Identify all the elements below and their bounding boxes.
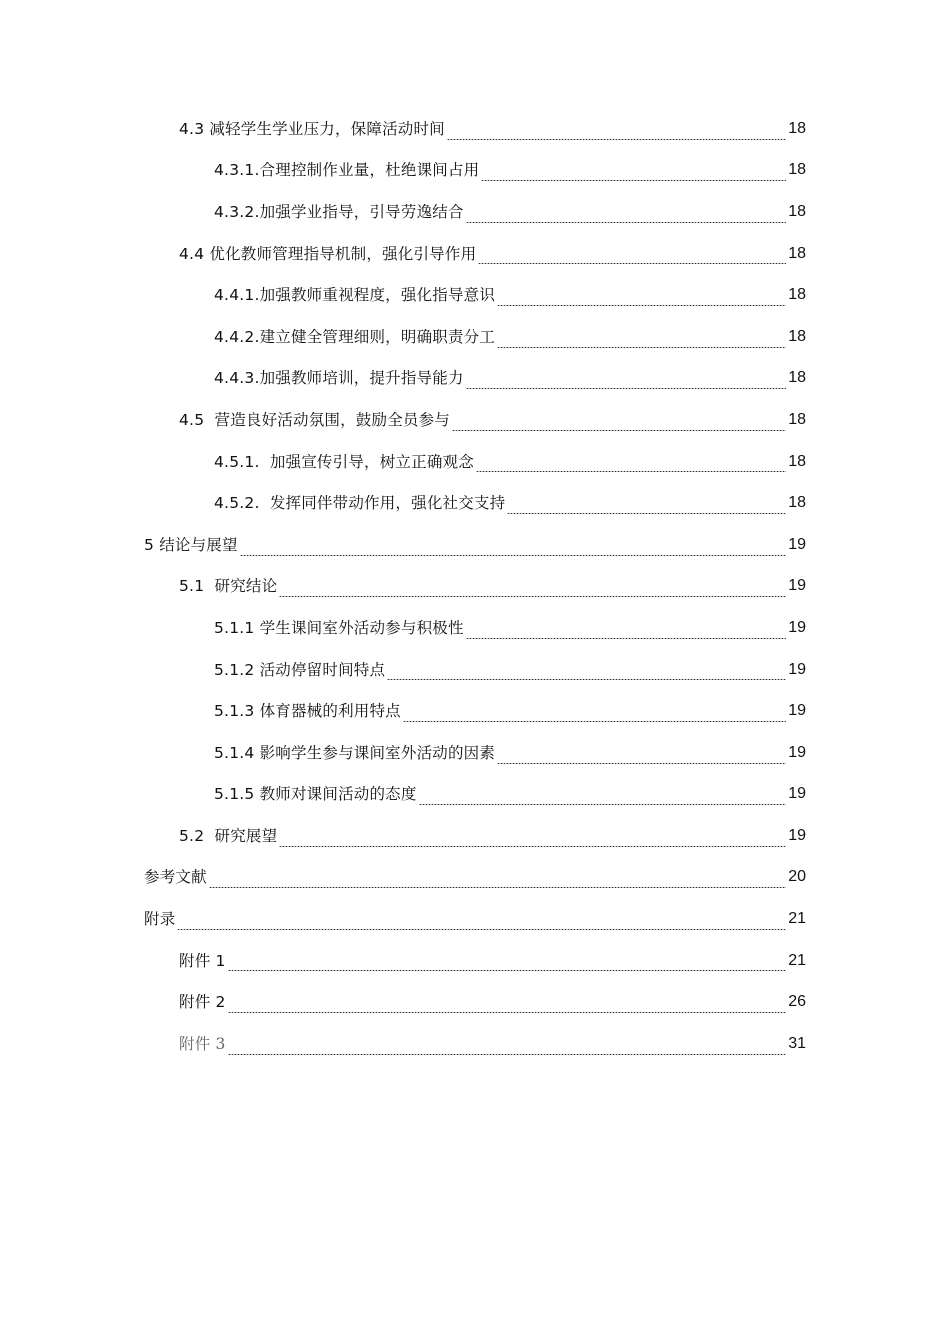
toc-dot-leader (476, 471, 786, 472)
toc-entry-title: 5.1 研究结论 (179, 577, 278, 596)
toc-dot-leader (478, 263, 786, 264)
toc-entry[interactable] (0, 940, 950, 982)
toc-entry[interactable] (0, 233, 950, 275)
toc-entry-title: 4.4.2.建立健全管理细则，明确职责分工 (214, 327, 496, 346)
toc-entry-title: 附件 1 (179, 951, 226, 970)
toc-entry-page-number: 18 (788, 369, 806, 387)
toc-entry-title: 4.4 优化教师管理指导机制，强化引导作用 (179, 244, 477, 263)
toc-entry-page-number: 18 (788, 202, 806, 220)
toc-entry[interactable] (0, 649, 950, 691)
toc-entry-page-number: 19 (788, 702, 806, 720)
toc-entry-title: 附件 2 (179, 993, 226, 1012)
toc-entry-title: 5.1.3 体育器械的利用特点 (214, 702, 401, 721)
toc-entry-page-number: 21 (788, 951, 806, 969)
toc-entry-title: 附件 3 (179, 1034, 226, 1053)
toc-entry-page-number: 19 (788, 743, 806, 761)
toc-entry[interactable] (0, 857, 950, 899)
toc-entry[interactable] (0, 108, 950, 150)
toc-dot-leader (228, 970, 787, 971)
toc-entry-title: 4.3 减轻学生学业压力，保障活动时间 (179, 119, 445, 138)
toc-entry-title: 5.1.2 活动停留时间特点 (214, 660, 386, 679)
toc-entry-title: 4.3.1.合理控制作业量，杜绝课间占用 (214, 161, 480, 180)
toc-entry-page-number: 18 (788, 494, 806, 512)
toc-entry-page-number: 18 (788, 410, 806, 428)
toc-dot-leader (279, 596, 786, 597)
toc-entry[interactable] (0, 690, 950, 732)
toc-entry-page-number: 18 (788, 452, 806, 470)
toc-entry-title: 附录 (144, 910, 176, 929)
toc-dot-leader (403, 721, 786, 722)
toc-entry-title: 4.5 营造良好活动氛围，鼓励全员参与 (179, 410, 451, 429)
toc-entry-title: 5.2 研究展望 (179, 826, 278, 845)
toc-dot-leader (447, 139, 786, 140)
toc-dot-leader (452, 430, 786, 431)
toc-entry-title: 5.1.4 影响学生参与课间室外活动的因素 (214, 743, 496, 762)
toc-entry-title: 5.1.1 学生课间室外活动参与积极性 (214, 618, 464, 637)
toc-entry-page-number: 18 (788, 244, 806, 262)
toc-entry[interactable] (0, 566, 950, 608)
toc-dot-leader (209, 887, 786, 888)
toc-entry-title: 5.1.5 教师对课间活动的态度 (214, 785, 417, 804)
toc-entry-page-number: 18 (788, 161, 806, 179)
toc-entry-title: 4.5.1. 加强宣传引导，树立正确观念 (214, 452, 474, 471)
toc-entry-page-number: 19 (788, 535, 806, 553)
toc-entry[interactable] (0, 316, 950, 358)
toc-entry-title: 4.5.2. 发挥同伴带动作用，强化社交支持 (214, 494, 506, 513)
toc-dot-leader (419, 804, 787, 805)
toc-dot-leader (387, 679, 786, 680)
toc-entry[interactable] (0, 358, 950, 400)
toc-entry[interactable] (0, 607, 950, 649)
toc-dot-leader (228, 1054, 787, 1055)
toc-entry-page-number: 18 (788, 286, 806, 304)
toc-entry-page-number: 21 (788, 910, 806, 928)
toc-dot-leader (228, 1012, 787, 1013)
toc-entry-page-number: 26 (788, 993, 806, 1011)
toc-entry[interactable] (0, 898, 950, 940)
toc-entry-page-number: 18 (788, 119, 806, 137)
toc-dot-leader (466, 638, 787, 639)
toc-dot-leader (466, 222, 787, 223)
toc-entry[interactable] (0, 150, 950, 192)
toc-dot-leader (497, 305, 786, 306)
toc-entry-page-number: 19 (788, 618, 806, 636)
toc-entry-page-number: 20 (788, 868, 806, 886)
toc-dot-leader (279, 846, 786, 847)
toc-entry[interactable] (0, 482, 950, 524)
toc-entry-title: 5 结论与展望 (144, 535, 238, 554)
toc-entry-page-number: 19 (788, 660, 806, 678)
table-of-contents (0, 108, 950, 1065)
toc-dot-leader (177, 929, 786, 930)
toc-entry-page-number: 19 (788, 826, 806, 844)
toc-entry-title: 4.3.2.加强学业指导，引导劳逸结合 (214, 202, 464, 221)
toc-dot-leader (466, 388, 787, 389)
toc-entry[interactable] (0, 399, 950, 441)
toc-entry-title: 4.4.3.加强教师培训，提升指导能力 (214, 369, 464, 388)
toc-dot-leader (240, 555, 787, 556)
toc-entry[interactable] (0, 732, 950, 774)
toc-entry[interactable] (0, 274, 950, 316)
toc-entry-page-number: 19 (788, 785, 806, 803)
toc-dot-leader (497, 763, 786, 764)
toc-entry[interactable] (0, 774, 950, 816)
toc-entry[interactable] (0, 981, 950, 1023)
toc-dot-leader (497, 347, 786, 348)
toc-entry[interactable] (0, 441, 950, 483)
toc-dot-leader (507, 513, 786, 514)
toc-entry-page-number: 31 (788, 1034, 806, 1052)
toc-dot-leader (481, 180, 786, 181)
toc-entry-page-number: 18 (788, 327, 806, 345)
toc-entry[interactable] (0, 1023, 950, 1065)
toc-entry[interactable] (0, 524, 950, 566)
toc-entry-title: 参考文献 (144, 868, 207, 887)
toc-entry-title: 4.4.1.加强教师重视程度，强化指导意识 (214, 286, 496, 305)
toc-entry[interactable] (0, 815, 950, 857)
toc-entry-page-number: 19 (788, 577, 806, 595)
toc-entry[interactable] (0, 191, 950, 233)
